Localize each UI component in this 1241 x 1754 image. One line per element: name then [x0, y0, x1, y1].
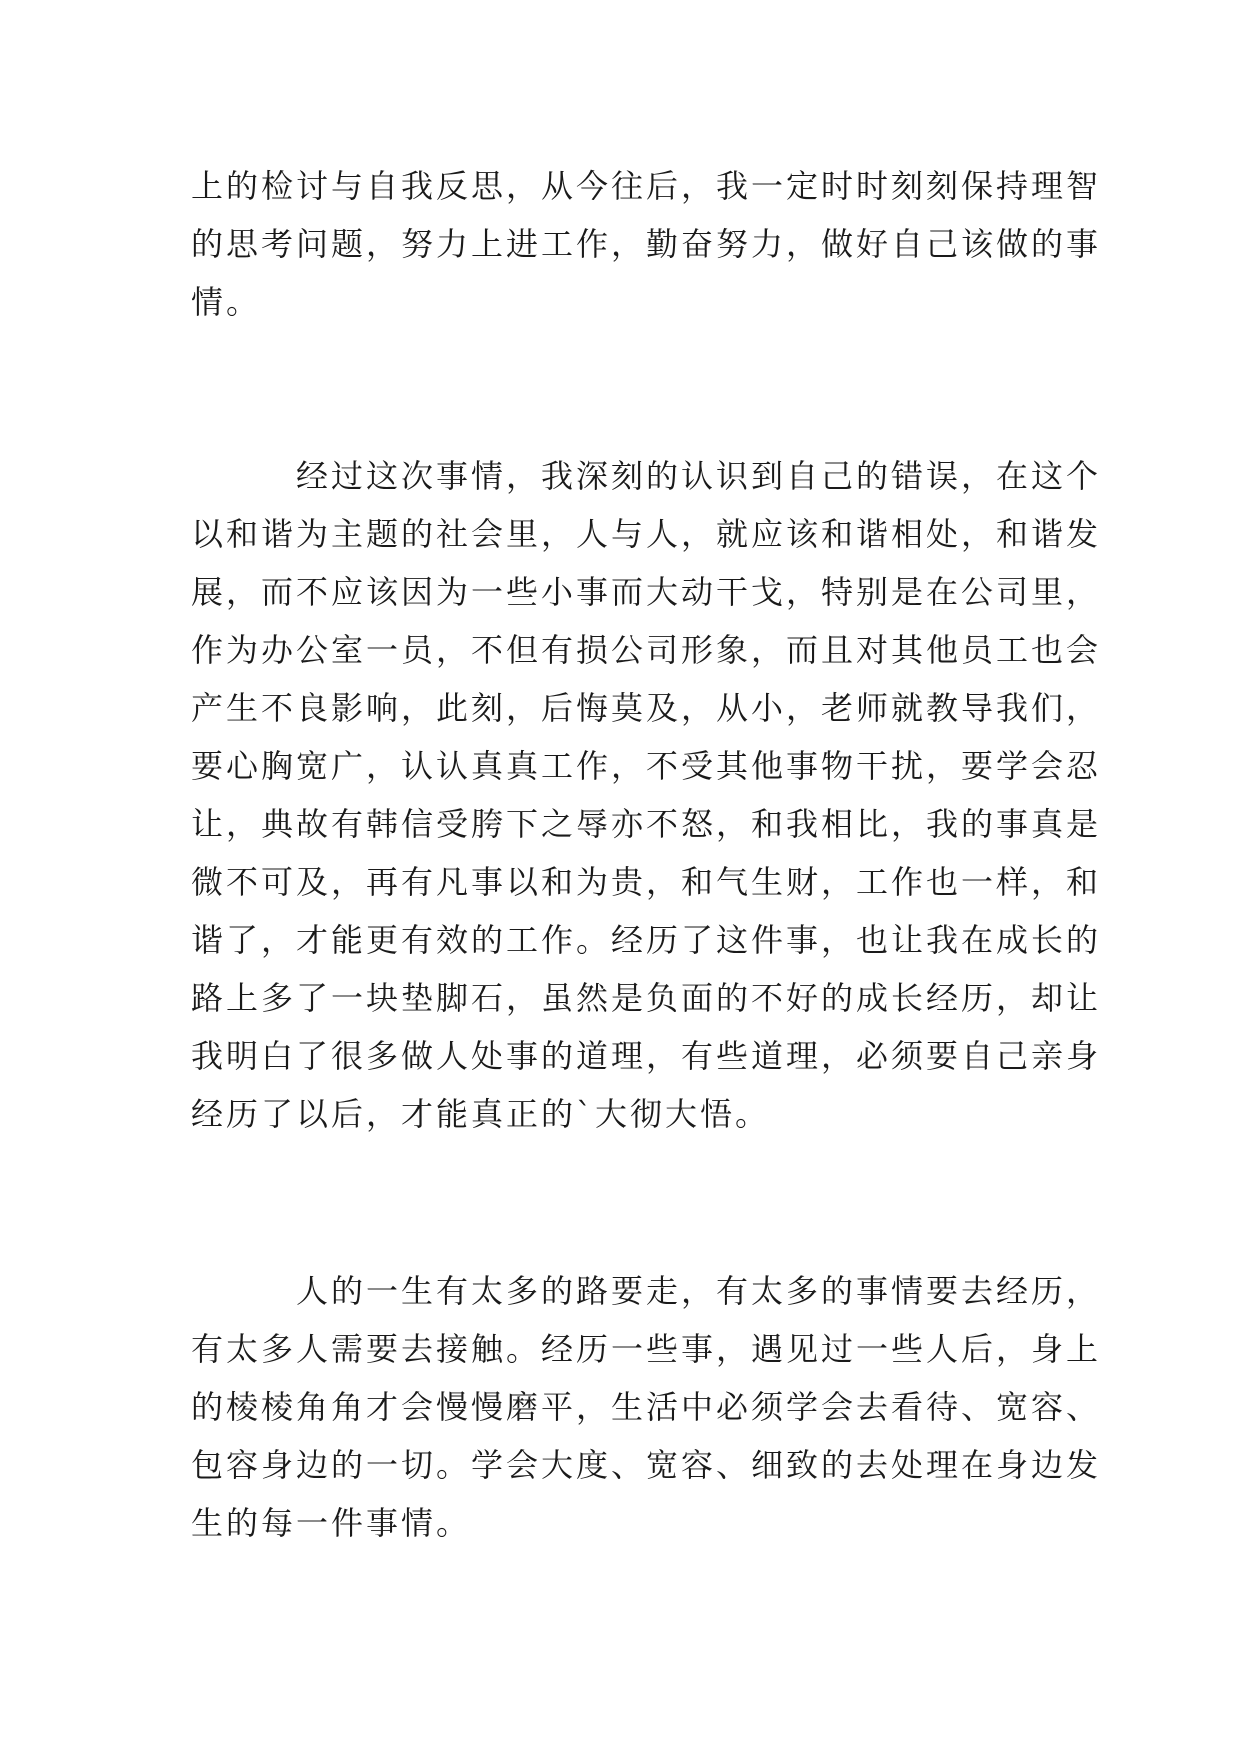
text-line: 包容身边的一切。学会大度、宽容、细致的去处理在身边发	[191, 1446, 1102, 1484]
text-line: 生的每一件事情。	[191, 1504, 472, 1542]
text-line: 经历了以后，才能真正的`大彻大悟。	[191, 1095, 771, 1133]
paragraph-2	[191, 447, 1102, 1143]
text-line: 产生不良影响，此刻，后悔莫及，从小，老师就教导我们，	[191, 689, 1102, 727]
text-line: 展，而不应该因为一些小事而大动干戈，特别是在公司里，	[191, 573, 1102, 611]
paragraph-3	[191, 1262, 1102, 1552]
text-line: 的棱棱角角才会慢慢磨平，生活中必须学会去看待、宽容、	[191, 1388, 1102, 1426]
text-line: 情。	[191, 283, 262, 321]
text-line: 让，典故有韩信受胯下之辱亦不怒，和我相比，我的事真是	[191, 805, 1102, 843]
text-line: 有太多人需要去接触。经历一些事，遇见过一些人后，身上	[191, 1330, 1102, 1368]
text-line: 我明白了很多做人处事的道理，有些道理，必须要自己亲身	[191, 1037, 1102, 1075]
text-line: 的思考问题，努力上进工作，勤奋努力，做好自己该做的事	[191, 225, 1102, 263]
text-line: 微不可及，再有凡事以和为贵，和气生财，工作也一样，和	[191, 863, 1102, 901]
text-line: 经过这次事情，我深刻的认识到自己的错误，在这个	[191, 457, 1102, 495]
text-line: 人的一生有太多的路要走，有太多的事情要去经历，	[191, 1272, 1102, 1310]
text-line: 作为办公室一员，不但有损公司形象，而且对其他员工也会	[191, 631, 1102, 669]
text-line: 路上多了一块垫脚石，虽然是负面的不好的成长经历，却让	[191, 979, 1102, 1017]
text-line: 以和谐为主题的社会里，人与人，就应该和谐相处，和谐发	[191, 515, 1102, 553]
text-line: 要心胸宽广，认认真真工作，不受其他事物干扰，要学会忍	[191, 747, 1102, 785]
text-line: 谐了，才能更有效的工作。经历了这件事，也让我在成长的	[191, 921, 1102, 959]
paragraph-1	[191, 157, 1102, 331]
text-line: 上的检讨与自我反思，从今往后，我一定时时刻刻保持理智	[191, 167, 1102, 205]
